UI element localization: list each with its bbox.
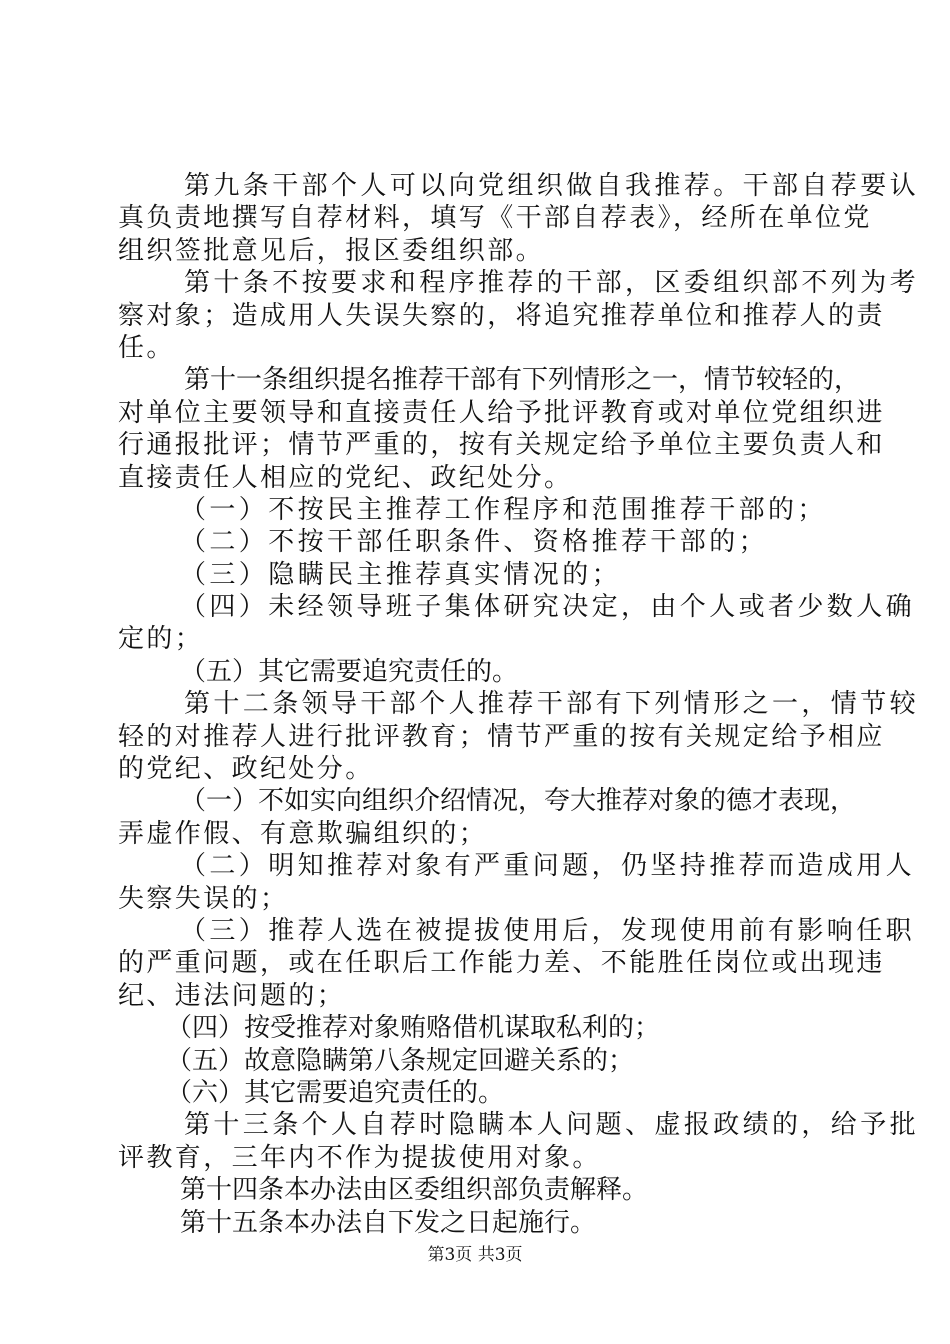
text-line: 定的； [118,624,204,655]
text-line: （三）隐瞒民主推荐真实情况的； [180,559,622,590]
text-line: 弄虚作假、有意欺骗组织的； [118,818,488,849]
text-line: （二）不按干部任职条件、资格推荐干部的； [180,527,769,558]
text-line: 评教育，三年内不作为提拔使用对象。 [118,1142,601,1173]
text-line: 任。 [118,332,175,363]
text-line: （四）按受推荐对象贿赂借机谋取私利的； [166,1013,661,1044]
text-line: 真负责地撰写自荐材料，填写《干部自荐表》，经所在单位党 [118,203,872,234]
text-line: 的党纪、政纪处分。 [118,754,374,785]
text-line: 轻的对推荐人进行批评教育；情节严重的按有关规定给予相应 [118,721,885,752]
text-line: 第十一条组织提名推荐干部有下列情形之一，情节较轻的， [184,365,861,396]
text-line: 察对象；造成用人失误失察的，将追究推荐单位和推荐人的责 [118,300,885,331]
text-line: 第十三条个人自荐时隐瞒本人问题、虚报政绩的，给予批 [184,1110,920,1141]
text-line: 第十五条本办法自下发之日起施行。 [180,1207,597,1238]
text-line: 纪、违法问题的； [118,980,346,1011]
text-line: （三）推荐人选在被提拔使用后，发现使用前有影响任职 [180,915,916,946]
text-line: 行通报批评；情节严重的，按有关规定给予单位主要负责人和 [118,430,885,461]
text-line: （四）未经领导班子集体研究决定，由个人或者少数人确 [180,592,916,623]
text-line: 直接责任人相应的党纪、政纪处分。 [118,462,573,493]
text-line: （五）故意隐瞒第八条规定回避关系的； [166,1045,635,1076]
text-line: 组织签批意见后，报区委组织部。 [118,235,545,266]
text-line: 第九条干部个人可以向党组织做自我推荐。干部自荐要认 [184,171,920,201]
text-line: （二）明知推荐对象有严重问题，仍坚持推荐而造成用人 [180,851,916,882]
text-line: 第十二条领导干部个人推荐干部有下列情形之一，情节较 [184,689,920,720]
text-line: 对单位主要领导和直接责任人给予批评教育或对单位党组织进 [118,397,885,428]
page-footer: 第3页 共3页 [427,1245,523,1265]
text-line: 的严重问题，或在任职后工作能力差、不能胜任岗位或出现违 [118,948,885,979]
text-line: （一）不如实向组织介绍情况，夸大推荐对象的德才表现， [180,786,857,817]
document-body [118,170,920,1239]
text-line: 失察失误的； [118,883,289,914]
text-line: 第十四条本办法由区委组织部负责解释。 [180,1175,649,1206]
text-line: （一）不按民主推荐工作程序和范围推荐干部的； [180,494,827,525]
text-line: 第十条不按要求和程序推荐的干部，区委组织部不列为考 [184,268,920,299]
text-line: （五）其它需要追究责任的。 [180,656,519,687]
text-line: （六）其它需要追究责任的。 [166,1077,505,1108]
